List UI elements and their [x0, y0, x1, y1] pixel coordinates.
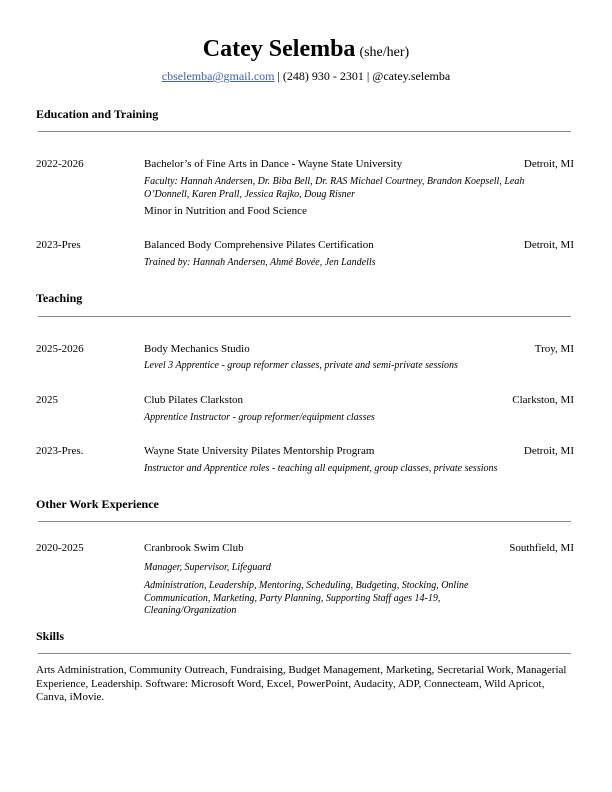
resume-header	[0, 36, 612, 63]
entry-detail: Level 3 Apprentice - group reformer classes, private and semi-private sessions	[144, 360, 458, 371]
entry-org: Cranbrook Swim Club	[144, 542, 244, 554]
entry-date: 2022-2026	[36, 158, 84, 170]
section-title-skills: Skills	[36, 629, 65, 643]
entry-detail-skills: Administration, Leadership, Mentoring, Scheduling, Budgeting, Stocking, Online Communication, Marketing, Party Planning, Supporting Staff ages 14-19, Cleaning/Organization	[144, 580, 469, 616]
entry-org: Bachelor’s of Fine Arts in Dance - Wayne State University	[144, 158, 403, 170]
entry-detail: Faculty: Hannah Andersen, Dr. Biba Bell, Dr. RAS Michael Courtney, Brandon Koepsell, Leah O’Donnell, Karen Prall, Jessica Rajko, Doug Risner	[144, 176, 525, 200]
entry-detail: Instructor and Apprentice roles - teaching all equipment, group classes, private sessions	[144, 463, 498, 474]
section-divider	[38, 653, 571, 654]
entry-date: 2023-Pres.	[36, 445, 84, 457]
section-divider	[38, 131, 571, 132]
entry-date: 2020-2025	[36, 542, 84, 554]
section-title-work: Other Work Experience	[36, 497, 159, 511]
entry-detail: Apprentice Instructor - group reformer/equipment classes	[144, 412, 375, 423]
entry-date: 2025-2026	[36, 343, 84, 355]
skills-text: Arts Administration, Community Outreach, Fundraising, Budget Management, Marketing, Secretarial Work, Managerial Experience, Leadership. Software: Microsoft Word, Excel, PowerPoint, Audacity, ADP, Connecteam, Wild Apricot, Canva, iMovie.	[36, 664, 567, 703]
entry-org: Balanced Body Comprehensive Pilates Certification	[144, 239, 374, 251]
entry-location: Southfield, MI	[509, 542, 574, 554]
entry-location: Clarkston, MI	[512, 394, 574, 406]
entry-date: 2025	[36, 394, 58, 406]
email-link[interactable]: cbselemba@gmail.com	[161, 69, 275, 83]
contact-details: | (248) 930 - 2301 | @catey.selemba	[274, 69, 451, 83]
entry-detail: Manager, Supervisor, Lifeguard	[144, 562, 271, 573]
pronouns: (she/her)	[359, 45, 410, 60]
entry-location: Troy, MI	[534, 343, 574, 355]
entry-org: Wayne State University Pilates Mentorship Program	[144, 445, 375, 457]
entry-detail: Trained by: Hannah Andersen, Ahmé Bovée, Jen Landells	[144, 257, 376, 268]
entry-org: Club Pilates Clarkston	[144, 394, 243, 406]
entry-date: 2023-Pres	[36, 239, 81, 251]
section-title-teaching: Teaching	[36, 291, 83, 305]
section-divider	[38, 316, 571, 317]
entry-org: Body Mechanics Studio	[144, 343, 250, 355]
section-title-education: Education and Training	[36, 107, 159, 121]
entry-location: Detroit, MI	[523, 239, 574, 251]
entry-location: Detroit, MI	[523, 445, 574, 457]
section-divider	[38, 521, 571, 522]
person-name: Catey Selemba	[202, 36, 356, 62]
entry-location: Detroit, MI	[523, 158, 574, 170]
entry-extra: Minor in Nutrition and Food Science	[144, 205, 307, 217]
contact-line	[0, 69, 612, 84]
